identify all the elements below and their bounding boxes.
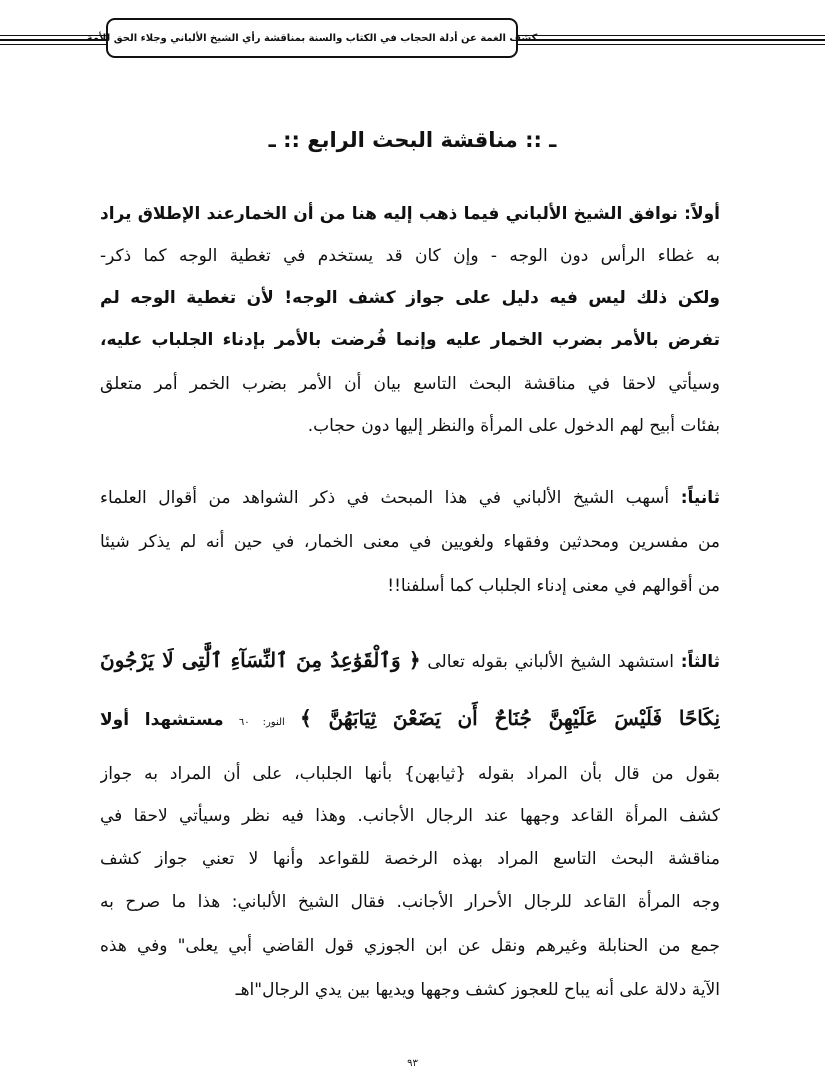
para1-text-3: ولكن ذلك ليس فيه دليل على جواز كشف الوجه! لأن تغطية الوجه لم bbox=[100, 288, 720, 308]
para1-line-3 bbox=[100, 282, 720, 314]
para3-line-2 bbox=[100, 700, 720, 736]
verse-citation: النور: ٦٠ bbox=[238, 717, 285, 728]
para3-line2-tail: مستشهدا أولا bbox=[100, 710, 224, 730]
para3-text-8: الآية دلالة على أنه يباح للعجوز كشف وجهها ويديها بين يدي الرجال"اهـ bbox=[235, 980, 720, 1000]
para1-line-4 bbox=[100, 324, 720, 356]
para3-text-3: بقول من قال بأن المراد بقوله {ثيابهن} بأنها الجلباب، على أن المراد به جواز bbox=[100, 764, 720, 784]
para1-line-5 bbox=[100, 368, 720, 400]
para3-line-8 bbox=[100, 974, 720, 1006]
para1-text-1: نوافق الشيخ الألباني فيما ذهب إليه هنا من أن الخمارعند الإطلاق يراد bbox=[100, 204, 678, 224]
para2-text-2: من مفسرين ومحدثين وفقهاء ولغويين في معنى الخمار، في حين أنه لم يذكر شيئا bbox=[100, 532, 720, 552]
para3-lead: ثالثاً: bbox=[680, 652, 720, 672]
para1-text-2: به غطاء الرأس دون الوجه - وإن كان قد يستخدم في تغطية الوجه كما ذكر- bbox=[100, 246, 720, 266]
para3-line-5 bbox=[100, 843, 720, 875]
para2-lead: ثانياً: bbox=[680, 488, 720, 508]
para3-text-5: مناقشة البحث التاسع المراد بهذه الرخصة للقواعد وأنها لا تعني جواز كشف bbox=[100, 849, 720, 869]
para1-text-6: بفئات أبيح لهم الدخول على المرأة والنظر إليها دون حجاب. bbox=[307, 416, 720, 436]
para3-text-6: وجه المرأة القاعد للرجال الأحرار الأجانب. فقال الشيخ الألباني: هذا ما صرح به bbox=[100, 892, 720, 912]
para2-text-3: من أقوالهم في معنى إدناء الجلباب كما أسلفنا!! bbox=[387, 576, 720, 596]
para3-line-4 bbox=[100, 800, 720, 832]
para1-line-6 bbox=[100, 410, 720, 442]
quran-verse-part1: ﴿ وَٱلْقَوَٰعِدُ مِنَ ٱلنِّسَآءِ ٱلَّٰتِى لَا يَرْجُونَ bbox=[100, 648, 421, 672]
para2-line-2 bbox=[100, 526, 720, 558]
quran-verse-part2: نِكَاحًا فَلَيْسَ عَلَيْهِنَّ جُنَاحٌ أَن يَضَعْنَ ثِيَابَهُنَّ ﴾ bbox=[300, 706, 720, 730]
para1-text-4: تفرض بالأمر بضرب الخمار عليه وإنما فُرضت بالأمر بإدناء الجلباب عليه، bbox=[100, 330, 720, 350]
para2-line-3 bbox=[100, 570, 720, 602]
para2-text-1: أسهب الشيخ الألباني في هذا المبحث في ذكر الشواهد من أقوال العلماء bbox=[100, 488, 670, 508]
running-header bbox=[86, 18, 538, 58]
running-title: كشف الغمة عن أدلة الحجاب في الكتاب والسنة بمناقشة رأي الشيخ الألباني وجلاء الحق للأمة bbox=[86, 32, 538, 44]
para1-line-1 bbox=[100, 198, 720, 230]
para3-line-6 bbox=[100, 886, 720, 918]
para3-line-3 bbox=[100, 758, 720, 790]
para1-text-5: وسيأتي لاحقا في مناقشة البحث التاسع بيان أن الأمر بضرب الخمر أمر متعلق bbox=[100, 374, 720, 394]
para3-text-4: كشف المرأة القاعد وجهها عند الرجال الأجانب. وهذا فيه نظر وسيأتي لاحقا في bbox=[100, 806, 720, 826]
para3-line-1 bbox=[100, 642, 720, 678]
para3-intro: استشهد الشيخ الألباني بقوله تعالى bbox=[427, 652, 675, 672]
para1-line-2 bbox=[100, 240, 720, 272]
para1-lead: أولاً: bbox=[684, 204, 720, 224]
para3-text-7: جمع من الحنابلة وغيرهم ونقل عن ابن الجوزي قول القاضي أبي يعلى" وفي هذه bbox=[100, 936, 720, 956]
para2-line-1 bbox=[100, 482, 720, 514]
page-number: ٩٣ bbox=[407, 1058, 418, 1069]
para3-line-7 bbox=[100, 930, 720, 962]
section-heading: ـ :: مناقشة البحث الرابع :: ـ bbox=[268, 128, 557, 152]
